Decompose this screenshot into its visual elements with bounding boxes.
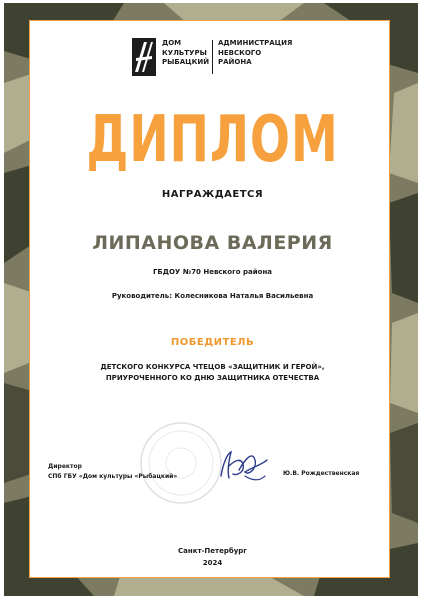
logo-text: [162, 39, 209, 68]
leader-line: Руководитель: Колесникова Наталья Васильевна: [111, 292, 314, 300]
logo-mark-icon: [132, 38, 156, 76]
recipient-name: ЛИПАНОВА ВАЛЕРИЯ: [92, 232, 333, 254]
director-block: [48, 462, 177, 482]
administration-text: [218, 39, 292, 68]
city-year-block: [0, 545, 425, 569]
header-logo: [132, 38, 292, 78]
city-name: Санкт-Петербург: [178, 547, 247, 555]
admin-line-3: РАЙОНА: [218, 58, 252, 66]
contest-line-2: ПРИУРОЧЕННОГО КО ДНЮ ЗАЩИТНИКА ОТЕЧЕСТВА: [105, 374, 320, 382]
handwritten-signature: [215, 446, 273, 486]
director-title: Директор: [48, 463, 82, 470]
logo-line-2: КУЛЬТУРЫ: [162, 48, 207, 57]
year: 2024: [202, 559, 223, 567]
logo-line-1: ДОМ: [162, 39, 182, 47]
director-organization: СПб ГБУ «Дом культуры «Рыбацкий»: [48, 473, 178, 480]
logo-divider: [212, 40, 213, 74]
signer-name: Ю.В. Рождественская: [283, 470, 360, 477]
awarded-label: НАГРАЖДАЕТСЯ: [161, 189, 264, 200]
result-label: ПОБЕДИТЕЛЬ: [170, 337, 255, 348]
contest-line-1: ДЕТСКОГО КОНКУРСА ЧТЕЦОВ «ЗАЩИТНИК И ГЕРОЙ»,: [100, 363, 325, 371]
admin-line-2: НЕВСКОГО: [218, 48, 262, 57]
logo-line-3: РЫБАЦКИЙ: [162, 58, 210, 66]
diploma-title: ДИПЛОМ: [86, 103, 339, 177]
organization-line: ГБДОУ №70 Невского района: [152, 268, 273, 276]
admin-line-1: АДМИНИСТРАЦИЯ: [218, 39, 293, 47]
contest-description: [0, 362, 425, 384]
